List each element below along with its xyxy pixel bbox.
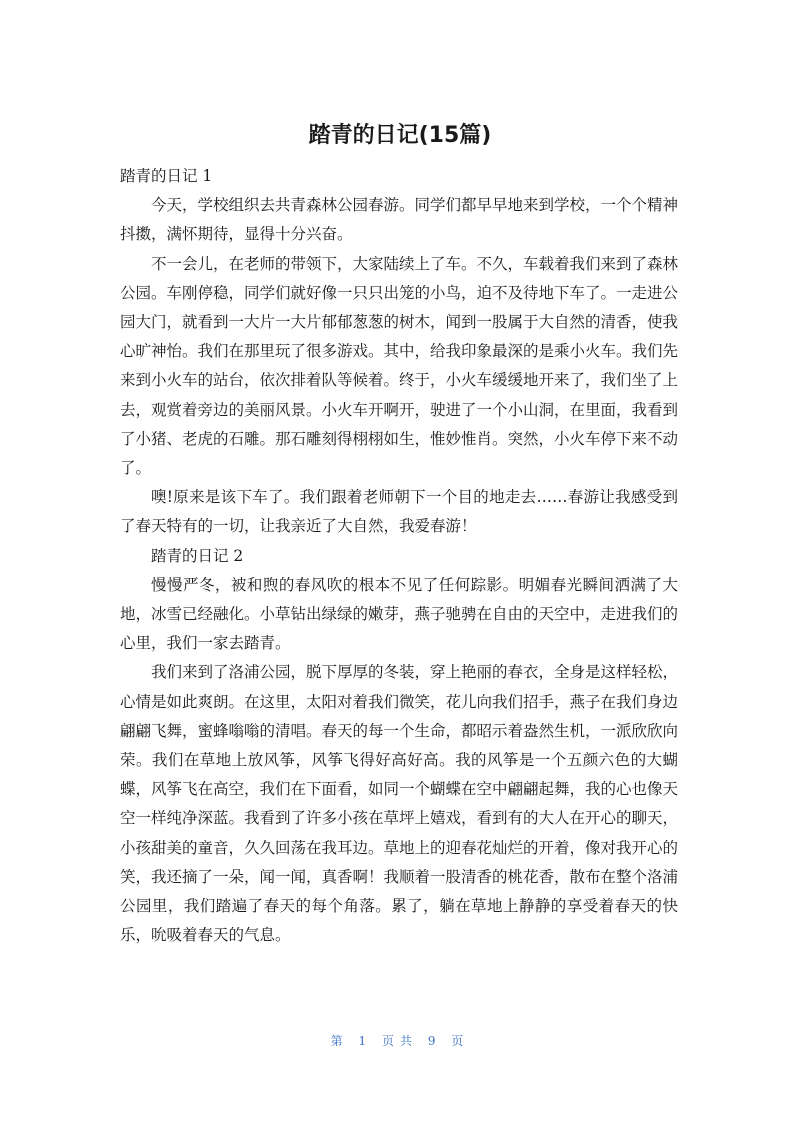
section-heading-2: 踏青的日记 2: [151, 546, 244, 565]
footer-total-pages: 9: [427, 1034, 442, 1048]
section-1-paragraph-3: 噢!原来是该下车了。我们跟着老师朝下一个目的地走去……春游让我感受到了春天特有的一切，让我亲近了大自然，我爱春游！: [120, 488, 678, 536]
footer-current-page: 1: [358, 1034, 373, 1048]
section-2-paragraph-2: 我们来到了洛浦公园，脱下厚厚的冬装，穿上艳丽的春衣，全身是这样轻松，心情是如此爽朗。在这里，太阳对着我们微笑，花儿向我们招手，燕子在我们身边翩翩飞舞，蜜蜂嗡嗡的清唱。春天的每一个生命，都昭示着盎然生机，一派欣欣向荣。我们在草地上放风筝，风筝飞得好高好高。我的风筝是一个五颜六色的大蝴蝶，风筝飞在高空，我们在下面看，如同一个蝴蝶在空中翩翩起舞，我的心也像天空一样纯净深蓝。我看到了许多小孩在草坪上嬉戏，看到有的大人在开心的聊天，小孩甜美的童音，久久回荡在我耳边。草地上的迎春花灿烂的开着，像对我开心的笑，我还摘了一朵，闻一闻，真香啊！我顺着一股清香的桃花香，散布在整个洛浦公园里，我们踏遍了春天的每个角落。累了，躺在草地上静静的享受着春天的快乐，吮吸着春天的气息。: [120, 663, 679, 945]
footer-middle: 页共: [381, 1034, 418, 1048]
page-footer: [0, 1032, 800, 1049]
section-2-paragraph-1: 慢慢严冬，被和煦的春风吹的根本不见了任何踪影。明媚春光瞬间洒满了大地，冰雪已经融化。小草钻出绿绿的嫩芽，燕子驰骋在自由的天空中，走进我们的心里，我们一家去踏青。: [120, 575, 679, 653]
document-title: 踏青的日记(15篇): [308, 123, 492, 148]
section-1-paragraph-2: 不一会儿，在老师的带领下，大家陆续上了车。不久，车载着我们来到了森林公园。车刚停稳，同学们就好像一只只出笼的小鸟，迫不及待地下车了。一走进公园大门，就看到一大片一大片郁郁葱葱的树木，闻到一股属于大自然的清香，使我心旷神怡。我们在那里玩了很多游戏。其中，给我印象最深的是乘小火车。我们先来到小火车的站台，依次排着队等候着。终于，小火车缓缓地开来了，我们坐了上去，观赏着旁边的美丽风景。小火车开啊开，驶进了一个小山洞，在里面，我看到了小猪、老虎的石雕。那石雕刻得栩栩如生，惟妙惟肖。突然，小火车停下来不动了。: [120, 254, 679, 478]
section-heading-1: 踏青的日记 1: [120, 167, 213, 185]
footer-prefix: 第: [330, 1034, 349, 1048]
footer-suffix: 页: [451, 1034, 470, 1048]
section-1-paragraph-1: 今天，学校组织去共青森林公园春游。同学们都早早地来到学校，一个个精神抖擞，满怀期待，显得十分兴奋。: [120, 196, 679, 244]
document-body: [120, 162, 678, 950]
